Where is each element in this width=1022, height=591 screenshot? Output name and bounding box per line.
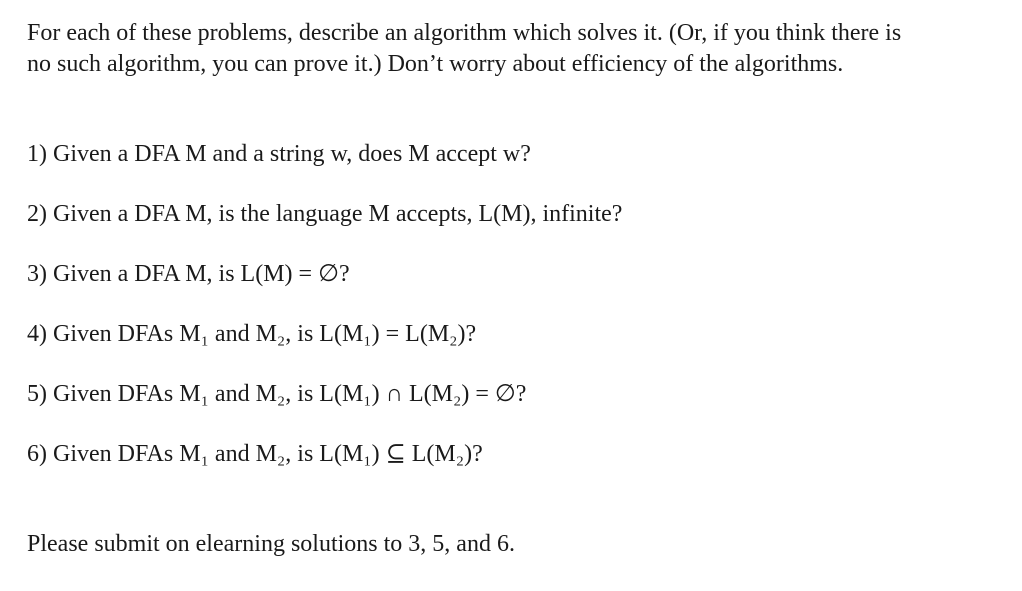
problem-text: Given a DFA M, is the language M accepts, L(M), infinite? xyxy=(53,201,623,227)
problem-5 xyxy=(27,379,526,409)
intro-line-2: no such algorithm, you can prove it.) Don’t worry about efficiency of the algorithms. xyxy=(27,51,844,77)
problem-text: Given a DFA M and a string w, does M accept w? xyxy=(53,141,531,167)
problem-text: Given DFAs M₁ and M₂, is L(M₁) ∩ L(M₂) = ∅? xyxy=(53,381,527,407)
problem-6 xyxy=(27,439,483,469)
problem-text: Given DFAs M₁ and M₂, is L(M₁) = L(M₂)? xyxy=(53,321,477,347)
submission-note: Please submit on elearning solutions to 3, 5, and 6. xyxy=(27,531,515,557)
problem-4 xyxy=(27,319,476,349)
intro-line-1: For each of these problems, describe an algorithm which solves it. (Or, if you think there is xyxy=(27,20,902,46)
problem-number: 2) xyxy=(27,201,47,227)
problem-3 xyxy=(27,259,350,289)
problem-2 xyxy=(27,199,622,229)
problem-text: Given DFAs M₁ and M₂, is L(M₁) ⊆ L(M₂)? xyxy=(53,441,483,467)
problem-number: 3) xyxy=(27,261,47,287)
problem-text: Given a DFA M, is L(M) = ∅? xyxy=(53,261,350,287)
problem-1 xyxy=(27,139,531,169)
problem-number: 5) xyxy=(27,381,47,407)
problem-number: 4) xyxy=(27,321,47,347)
problem-number: 1) xyxy=(27,141,47,167)
problem-number: 6) xyxy=(27,441,47,467)
intro-paragraph xyxy=(27,18,1007,80)
